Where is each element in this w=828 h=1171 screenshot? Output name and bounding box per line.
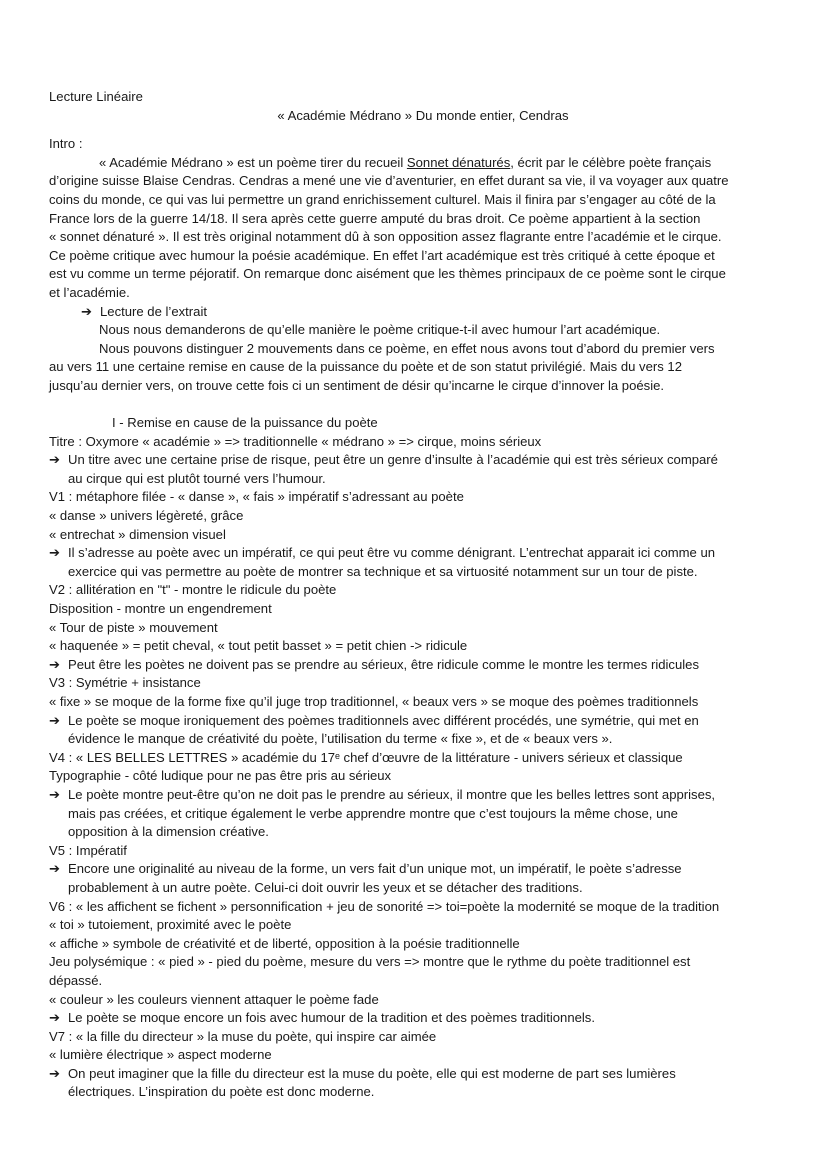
plan-first-line: Nous pouvons distinguer 2 mouvements dans ce poème, en effet nous avons tout d’abord du premier vers <box>99 340 715 356</box>
analysis-line: V7 : « la fille du directeur » la muse du poète, qui inspire car aimée <box>49 1028 437 1044</box>
analysis-line: Typographie - côté ludique pour ne pas être pris au sérieux <box>49 768 392 784</box>
intro-label: Intro : <box>49 136 83 152</box>
intro-line: « sonnet dénaturé ». Il est très original notamment dû à son opposition assez flagrante entre l’académie et le cirque. <box>49 229 722 245</box>
arrow-icon: ➔ <box>81 303 92 319</box>
problematique: Nous nous demanderons de qu’elle manière le poème critique-t-il avec humour l’art académique. <box>99 322 661 338</box>
arrow-icon: ➔ <box>49 656 60 672</box>
analysis-line: V5 : Impératif <box>49 842 127 858</box>
plan-paragraph <box>49 358 779 395</box>
comment-line: électriques. L’inspiration du poète est donc moderne. <box>68 1084 375 1100</box>
extrait-line <box>49 303 779 322</box>
document-page <box>49 88 779 1102</box>
arrow-icon: ➔ <box>49 861 60 877</box>
plan-line: au vers 11 une certaine remise en cause de la puissance du poète et de son statut privilégié. Mais du vers 12 <box>49 359 682 375</box>
analysis-line: Disposition - montre un engendrement <box>49 601 272 617</box>
arrow-comment <box>49 451 779 488</box>
arrow-icon: ➔ <box>49 1010 60 1026</box>
analysis-line: « Tour de piste » mouvement <box>49 619 218 635</box>
analysis-line: dépassé. <box>49 972 103 988</box>
comment-line: Il s’adresse au poète avec un impératif, ce qui peut être vu comme dénigrant. L’entrechat apparait ici comme un <box>68 545 716 561</box>
comment-line: mais pas créées, et critique également le verbe apprendre montre que c’est toujours la même chose, une <box>68 805 678 821</box>
arrow-comment <box>49 712 779 749</box>
comment-line: Le poète montre peut-être qu’on ne doit pas le prendre au sérieux, il montre que les belles lettres sont apprises, <box>68 786 716 802</box>
arrow-icon: ➔ <box>49 786 60 802</box>
analysis-line: « couleur » les couleurs viennent attaquer le poème fade <box>49 991 379 1007</box>
intro-line: France lors de la guerre 14/18. Il sera après cette guerre amputé du bras droit. Ce poème appartient à la section <box>49 210 701 226</box>
analysis-line: V3 : Symétrie + insistance <box>49 675 201 691</box>
comment-line: Le poète se moque encore un fois avec humour de la tradition et des poèmes traditionnels. <box>68 1010 595 1026</box>
arrow-comment <box>49 1009 779 1028</box>
intro-text: « Académie Médrano » est un poème tirer du recueil <box>99 154 407 170</box>
analysis-list <box>49 433 779 1102</box>
plan-line: jusqu’au dernier vers, on trouve cette fois ci un sentiment de désir qu’incarne le cirque d’innover la poésie. <box>49 377 665 393</box>
analysis-line: « haquenée » = petit cheval, « tout petit basset » = petit chien -> ridicule <box>49 638 468 654</box>
intro-line: Ce poème critique avec humour la poésie académique. En effet l’art académique est très critiqué à cette époque et <box>49 247 715 263</box>
analysis-line: V2 : allitération en ʺtʺ - montre le ridicule du poète <box>49 582 337 598</box>
analysis-line: V4 : « LES BELLES LETTRES » académie du 17ᵉ chef d’œuvre de la littérature - univers sérieux et classique <box>49 749 683 765</box>
comment-line: évidence le manque de créativité du poète, l’utilisation du terme « fixe », et de « beaux vers ». <box>68 731 613 747</box>
arrow-comment <box>49 860 779 897</box>
arrow-icon: ➔ <box>49 545 60 561</box>
intro-first-line <box>49 154 779 173</box>
analysis-line: « danse » univers légèreté, grâce <box>49 508 244 524</box>
analysis-line: Jeu polysémique : « pied » - pied du poème, mesure du vers => montre que le rythme du poète traditionnel est <box>49 954 691 970</box>
analysis-line: « toi » tutoiement, proximité avec le poète <box>49 917 292 933</box>
comment-line: Un titre avec une certaine prise de risque, peut être un genre d’insulte à l’académie qui est très sérieux comparé <box>68 452 718 468</box>
analysis-line: V1 : métaphore filée - « danse », « fais » impératif s’adressant au poète <box>49 489 464 505</box>
intro-line: est vu comme un terme péjoratif. On remarque donc aisément que les thèmes principaux de ce poème sont le cirque <box>49 266 726 282</box>
doc-title: « Académie Médrano » Du monde entier, Cendras <box>277 107 569 123</box>
doc-header: Lecture Linéaire <box>49 89 143 104</box>
analysis-line: « lumière électrique » aspect moderne <box>49 1047 272 1063</box>
comment-line: Peut être les poètes ne doivent pas se prendre au sérieux, être ridicule comme le montre les termes ridicules <box>68 656 699 672</box>
intro-paragraph <box>49 172 779 302</box>
analysis-line: « entrechat » dimension visuel <box>49 526 226 542</box>
intro-text-cont: , écrit par le célèbre poète français <box>510 154 712 170</box>
comment-line: opposition à la dimension créative. <box>68 824 269 840</box>
arrow-comment <box>49 1065 779 1102</box>
extrait-label: Lecture de l’extrait <box>100 303 207 319</box>
intro-line: coins du monde, ce qui vas lui permettre un grand enrichissement culturel. Mais il finira par s’engager au côté de la <box>49 191 716 207</box>
arrow-comment <box>49 786 779 842</box>
intro-line: et l’académie. <box>49 284 130 300</box>
comment-line: exercice qui vas permettre au poète de montrer sa technique et sa virtuosité notamment sur un tour de piste. <box>68 563 698 579</box>
intro-line: d’origine suisse Blaise Cendras. Cendras a mené une vie d’aventurier, en effet durant sa vie, il va voyager aux quatre <box>49 173 729 189</box>
arrow-icon: ➔ <box>49 712 60 728</box>
arrow-comment <box>49 544 779 581</box>
comment-line: Le poète se moque ironiquement des poèmes traditionnels avec différent procédés, une symétrie, qui met en <box>68 712 699 728</box>
analysis-line: V6 : « les affichent se fichent » personnification + jeu de sonorité => toi=poète la modernité se moque de la tradition <box>49 898 720 914</box>
comment-line: probablement à un autre poète. Celui-ci doit ouvrir les yeux et se détacher des traditions. <box>68 879 583 895</box>
analysis-line: Titre : Oxymore « académie » => traditionnelle « médrano » => cirque, moins sérieux <box>49 433 542 449</box>
recueil-title: Sonnet dénaturés <box>406 154 511 170</box>
part1-title: I - Remise en cause de la puissance du poète <box>112 415 378 431</box>
comment-line: au cirque qui est plutôt tourné vers l’humour. <box>68 470 326 486</box>
analysis-line: « fixe » se moque de la forme fixe qu’il juge trop traditionnel, « beaux vers » se moque des poèmes traditionnels <box>49 694 699 709</box>
arrow-comment <box>49 656 779 675</box>
analysis-line: « affiche » symbole de créativité et de liberté, opposition à la poésie traditionnelle <box>49 935 520 951</box>
arrow-icon: ➔ <box>49 452 60 468</box>
comment-line: On peut imaginer que la fille du directeur est la muse du poète, elle qui est moderne de part ses lumières <box>68 1065 676 1081</box>
comment-line: Encore une originalité au niveau de la forme, un vers fait d’un unique mot, un impératif, le poète s’adresse <box>68 861 682 877</box>
arrow-icon: ➔ <box>49 1065 60 1081</box>
